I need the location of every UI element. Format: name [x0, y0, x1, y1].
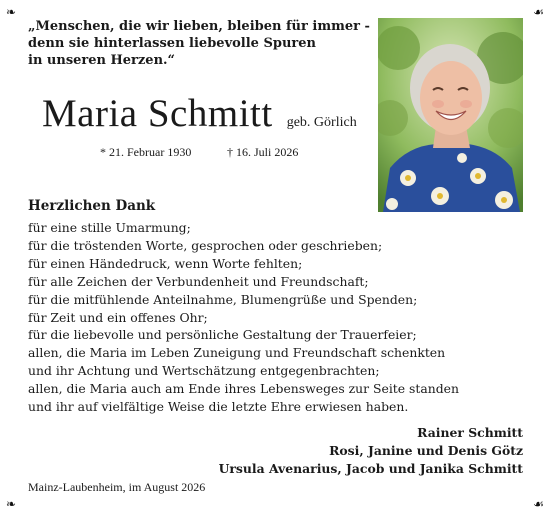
thanks-line: für die liebevolle und persönliche Gestaltung der Trauerfeier; — [28, 327, 417, 343]
deceased-name: Maria Schmitt — [42, 92, 273, 135]
quote-line: in unseren Herzen.“ — [28, 53, 176, 68]
thanks-line: allen, die Maria auch am Ende ihres Lebensweges zur Seite standen — [28, 381, 459, 397]
memorial-quote — [28, 18, 370, 69]
birth-date: * 21. Februar 1930 — [100, 145, 192, 159]
thanks-text — [28, 219, 528, 416]
thanks-line: für die mitfühlende Anteilnahme, Blumengrüße und Spenden; — [28, 291, 418, 307]
corner-ornament-icon: ❧ — [6, 497, 17, 511]
thanks-line: und ihr Achtung und Wertschätzung entgegenbrachten; — [28, 363, 380, 379]
corner-ornament-icon: ❧ — [6, 5, 17, 19]
thanks-line: für die tröstenden Worte, gesprochen oder geschrieben; — [28, 237, 383, 253]
corner-ornament-icon: ☙ — [533, 5, 544, 19]
thanks-line: für eine stille Umarmung; — [28, 220, 191, 235]
thanks-heading: Herzlichen Dank — [28, 198, 156, 214]
portrait-photo — [378, 18, 523, 212]
signer: Rosi, Janine und Denis Götz — [329, 443, 523, 458]
thanks-line: für alle Zeichen der Verbundenheit und Freundschaft; — [28, 273, 369, 289]
thanks-line: und ihr auf vielfältige Weise die letzte Ehre erwiesen haben. — [28, 399, 409, 415]
thanks-line: für einen Händedruck, wenn Worte fehlten; — [28, 255, 303, 271]
thanks-line: für Zeit und ein offenes Ohr; — [28, 309, 208, 325]
corner-ornament-icon: ☙ — [533, 497, 544, 511]
death-date: † 16. Juli 2026 — [227, 145, 299, 159]
signers-block — [219, 424, 523, 478]
deceased-name-row — [42, 92, 357, 136]
quote-line: denn sie hinterlassen liebevolle Spuren — [28, 36, 316, 51]
signer: Ursula Avenarius, Jacob und Janika Schmitt — [218, 461, 523, 476]
birth-name: geb. Görlich — [286, 115, 357, 130]
thanks-line: allen, die Maria im Leben Zuneigung und Freundschaft schenkten — [28, 345, 446, 361]
quote-line: „Menschen, die wir lieben, bleiben für immer - — [28, 19, 370, 34]
signer: Rainer Schmitt — [417, 425, 523, 440]
place-and-date: Mainz-Laubenheim, im August 2026 — [28, 480, 206, 494]
